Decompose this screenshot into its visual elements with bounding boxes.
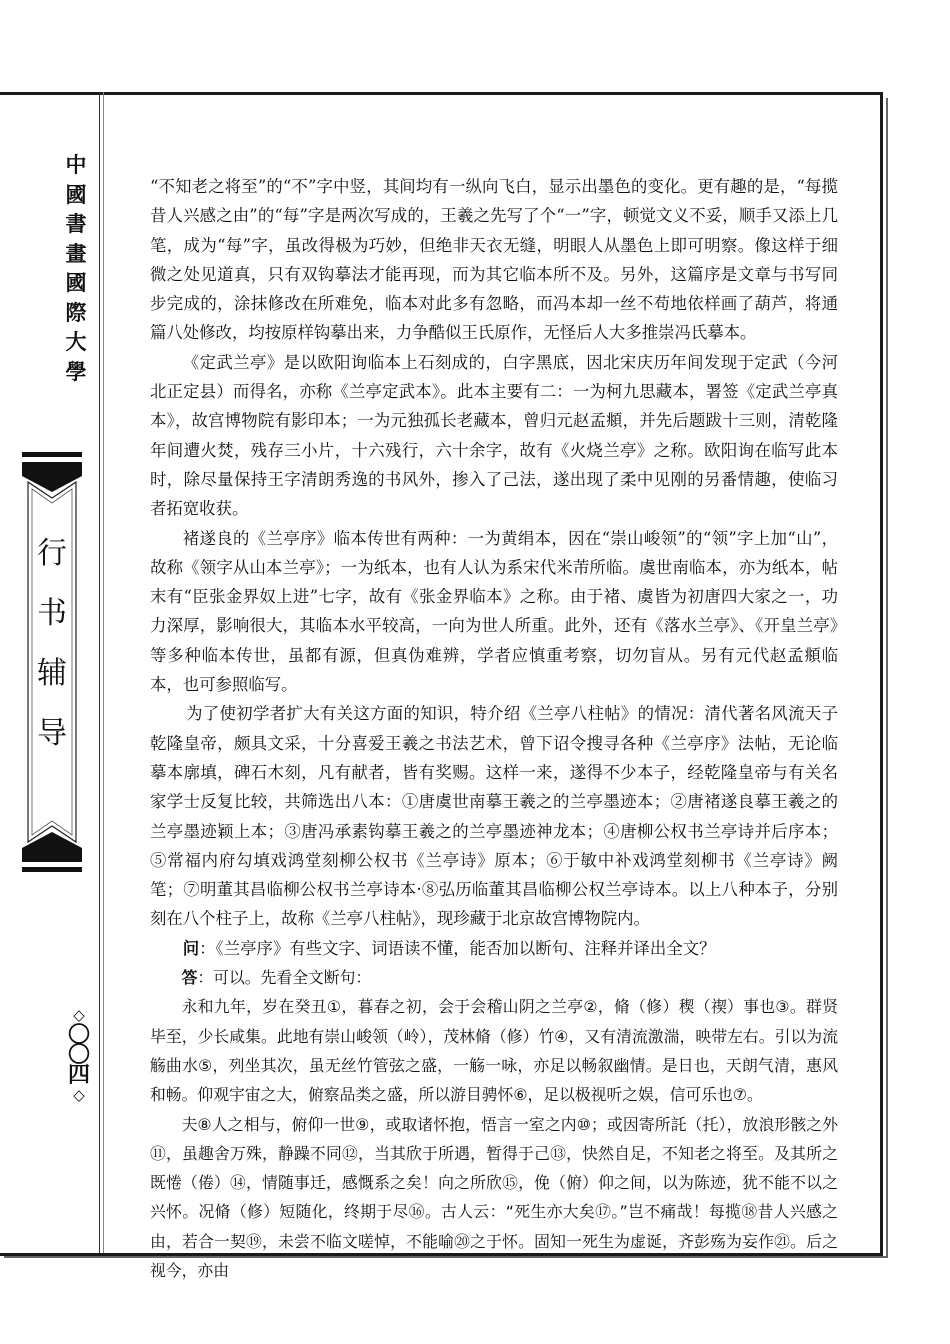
question — [150, 934, 838, 963]
question-label: 问 — [182, 938, 200, 958]
panel-title — [22, 524, 82, 764]
panel-bottom-bar — [22, 867, 82, 872]
side-title — [56, 150, 96, 386]
paragraph: 褚遂良的《兰亭序》临本传世有两种：一为黄绢本，因在“崇山峻领”的“领”字上加“山”，故称《领字从山本兰亭》；一为纸本，也有人认为系宋代米芾所临。虞世南临本，亦为纸本，帖末有“臣张金界奴上进”七字，故有《张金界临本》之称。由于褚、虞皆为初唐四大家之一，功力深厚，影响很大，其临本水平较高，一向为世人所重。此外，还有《落水兰亭》、《开皇兰亭》等多种临本传世，虽都有源，但真伪难辨，学者应慎重考察，切勿盲从。另有元代赵孟頫临本，也可参照临写。 — [150, 528, 838, 695]
side-title-char: 國 — [65, 270, 87, 295]
paragraph: 为了使初学者扩大有关这方面的知识，特介绍《兰亭八柱帖》的情况：清代著名风流天子乾隆皇帝，颇具文采，十分喜爱王羲之书法艺术，曾下诏令搜寻各种《兰亭序》法帖，无论临摹本廓填，碑石木刻，凡有献者，皆有奖赐。这样一来，遂得不少本子，经乾隆皇帝与有关名家学士反复比较，共筛选出八本：①唐虞世南摹王羲之的兰亭墨迹本；②唐褚遂良摹王羲之的兰亭墨迹颖上本；③唐冯承素钩摹王羲之的兰亭墨迹神龙本；④唐柳公权书兰亭诗并后序本；⑤常福内府勾填戏鸿堂刻柳公权书《兰亭诗》原本；⑥于敏中补戏鸿堂刻柳书《兰亭诗》阙笔；⑦明董其昌临柳公权书兰亭诗本·⑧弘历临董其昌临柳公权兰亭诗本。以上八种本子，分别刻在八个柱子上，故称《兰亭八柱帖》，现珍藏于北京故宫博物院内。 — [150, 704, 838, 929]
question-text: ：《兰亭序》有些文字、词语读不懂，能否加以断句、注释并译出全文？ — [199, 938, 716, 958]
side-title-char: 國 — [65, 181, 87, 207]
panel-title-char: 导 — [37, 716, 67, 751]
panel-title-char: 书 — [37, 596, 67, 631]
diamond-top-icon: ◇ — [73, 1006, 85, 1024]
lanting-text-paragraph: 夫⑧人之相与，俯仰一世⑨，或取诸怀抱，悟言一室之内⑩；或因寄所託（托），放浪形骸之外⑪，虽趣舍万殊，静躁不同⑫，当其欣于所遇，暂得于己⑬，快然自足，不知老之将至。及其所之既惓（倦）⑭，情随事迁，感慨系之矣！向之所欣⑮，俛（俯）仰之间，以为陈迹，犹不能不以之兴怀。况脩（修）短随化，终期于尽⑯。古人云：“死生亦大矣⑰。”岂不痛哉！每揽⑱昔人兴感之由，若合一契⑲，未尝不临文嗟悼，不能喻⑳之于怀。固知一死生为虚诞，齐彭殇为妄作㉑。后之视今，亦由 — [150, 1114, 838, 1280]
answer-label: 答 — [181, 968, 198, 988]
section-panel — [22, 452, 82, 872]
side-title-char: 大 — [65, 329, 87, 354]
main-text — [150, 172, 838, 1285]
side-title-char: 學 — [65, 358, 87, 384]
side-title-char: 際 — [65, 299, 87, 325]
panel-title-char: 行 — [37, 536, 67, 571]
page-number-char: 四 — [67, 1062, 90, 1088]
answer-text: ：可以。先看全文断句： — [197, 968, 372, 988]
page-number-char: 〇 — [67, 1042, 90, 1068]
diamond-bottom-icon: ◇ — [73, 1086, 85, 1104]
side-divider-inner — [103, 92, 104, 1253]
side-title-char: 畫 — [65, 240, 87, 266]
side-title-char: 書 — [65, 211, 87, 236]
page-number — [64, 1005, 94, 1105]
side-divider — [99, 92, 100, 1253]
paragraph: 《定武兰亭》是以欧阳询临本上石刻成的，白字黑底，因北宋庆历年间发现于定武（今河北正定县）而得名，亦称《兰亭定武本》。此本主要有二：一为柯九思藏本，署签《定武兰亭真本》，故宫博物院有影印本；一为元独孤长老藏本，曾归元赵孟頫，并先后题跋十三则，清乾隆年间遭火焚，残存三小片，十六残行，六十余字，故有《火烧兰亭》之称。欧阳询在临写此本时，除尽量保持王字清朗秀逸的书风外，掺入了己法，遂出现了柔中见刚的另番情趣，使临习者拓宽收获。 — [150, 352, 838, 519]
paragraph: “不知老之将至”的“不”字中竖，其间均有一纵向飞白，显示出墨色的变化。更有趣的是，“每揽昔人兴感之由”的“每”字是两次写成的，王羲之先写了个“一”字，顿觉文义不妥，顺手又添上几笔，成为“每”字，虽改得极为巧妙，但绝非天衣无缝，明眼人从墨色上即可明察。像这样于细微之处见道真，只有双钩摹法才能再现，而为其它临本所不及。另外，这篇序是文章与书写同步完成的，涂抹修改在所难免，临本对此多有忽略，而冯本却一丝不苟地依样画了葫芦，将通篇八处修改，均按原样钩摹出来，力争酷似王氏原作，无怪后人大多推崇冯氏摹本。 — [150, 177, 838, 343]
answer — [150, 963, 838, 992]
page-number-char: 〇 — [67, 1022, 90, 1048]
page-number-text — [64, 1022, 94, 1088]
panel-title-char: 辅 — [37, 656, 67, 691]
lanting-text-paragraph: 永和九年，岁在癸丑①，暮春之初，会于会稽山阴之兰亭②，脩（修）稧（禊）事也③。群贤毕至，少长咸集。此地有崇山峻领（岭），茂林脩（修）竹④，又有清流激湍，映带左右。引以为流觞曲水⑤，列坐其次，虽无丝竹管弦之盛，一觞一咏，亦足以畅叙幽情。是日也，天朗气清，惠风和畅。仰观宇宙之大，俯察品类之盛，所以游目骋怀⑥，足以极视听之娱，信可乐也⑦。 — [150, 997, 838, 1105]
side-title-char: 中 — [65, 152, 87, 177]
